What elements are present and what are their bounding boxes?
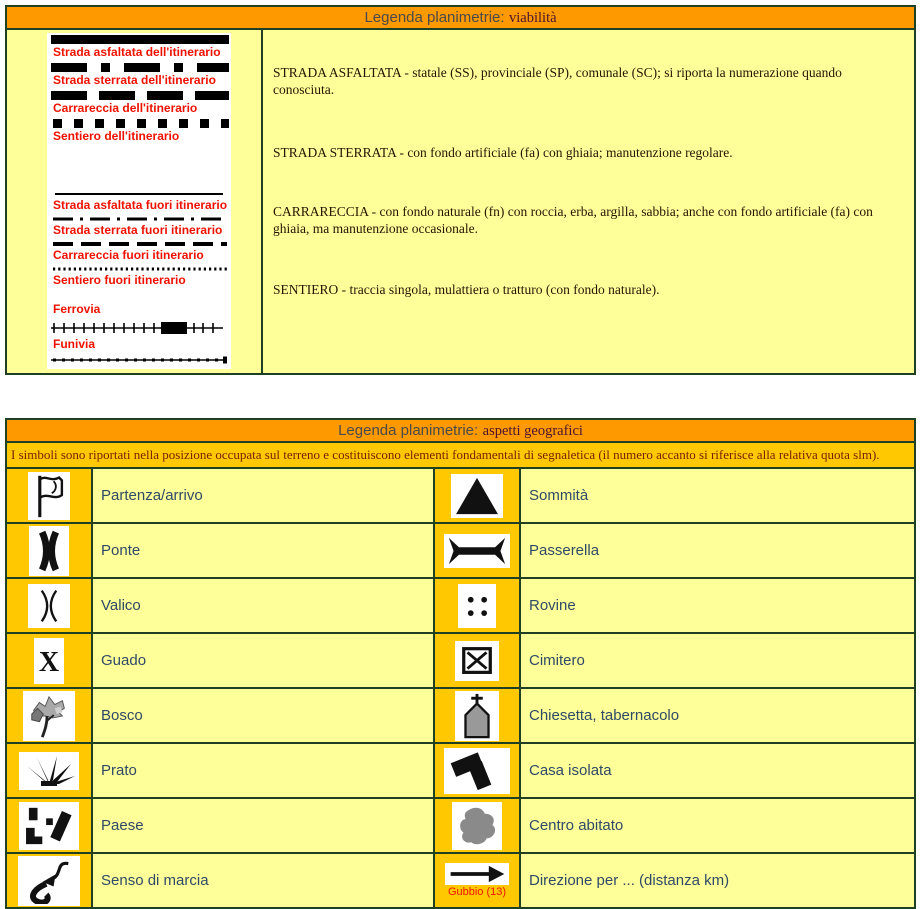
label-sommita: Sommità bbox=[519, 469, 914, 522]
cemetery-box-x-icon bbox=[455, 641, 499, 681]
symbol-cell-partenza bbox=[7, 469, 91, 522]
right-arrow-icon bbox=[445, 863, 509, 885]
table2-title-prefix: Legenda planimetrie: bbox=[338, 422, 479, 439]
sample-strada-sterrata-itinerario bbox=[51, 63, 229, 87]
table-row bbox=[7, 742, 914, 797]
table1-title-prefix: Legenda planimetrie: bbox=[364, 9, 505, 26]
svg-text:X: X bbox=[38, 646, 60, 678]
thick-dashdot-line-icon bbox=[51, 63, 229, 72]
thin-dash-line-icon bbox=[51, 241, 229, 247]
symbol-cell-paese bbox=[7, 799, 91, 852]
symbol-cell-casa-isolata bbox=[433, 744, 519, 797]
label-rovine: Rovine bbox=[519, 579, 914, 632]
thick-solid-line-icon bbox=[51, 35, 229, 44]
symbol-cell-centro-abitato bbox=[433, 799, 519, 852]
table-row bbox=[7, 797, 914, 852]
table1-header bbox=[7, 7, 914, 30]
sample-label: Strada asfaltata fuori itinerario bbox=[53, 198, 228, 212]
summit-triangle-icon bbox=[451, 474, 503, 518]
symbol-cell-direzione bbox=[433, 854, 519, 907]
label-partenza-arrivo: Partenza/arrivo bbox=[91, 469, 433, 522]
church-icon bbox=[455, 691, 499, 741]
sample-carrareccia-fuori bbox=[51, 241, 229, 262]
sample-strada-asfaltata-itinerario bbox=[51, 35, 229, 59]
railway-line-icon bbox=[51, 320, 229, 336]
cableway-line-icon bbox=[51, 355, 229, 365]
label-prato: Prato bbox=[91, 744, 433, 797]
thin-dashdot-line-icon bbox=[51, 216, 229, 222]
sample-label: Carrareccia dell'itinerario bbox=[53, 101, 198, 115]
sample-sentiero-fuori bbox=[51, 266, 229, 287]
legend-table-aspetti-geografici bbox=[5, 418, 916, 909]
line-samples-cell bbox=[7, 30, 263, 373]
label-direzione: Direzione per ... (distanza km) bbox=[519, 854, 914, 907]
description-strada-sterrata: STRADA STERRATA - con fondo artificiale (fa) con ghiaia; manutenzione regolare. bbox=[273, 145, 733, 160]
building-cluster-icon bbox=[19, 802, 79, 850]
bridge-icon bbox=[29, 526, 69, 576]
sample-ferrovia bbox=[51, 302, 229, 336]
legend-table-viabilita bbox=[5, 5, 916, 375]
thick-dash-line-icon bbox=[51, 91, 229, 100]
symbol-cell-sommita bbox=[433, 469, 519, 522]
sample-strada-sterrata-fuori bbox=[51, 216, 229, 237]
symbol-cell-ponte bbox=[7, 524, 91, 577]
sample-sentiero-itinerario bbox=[51, 119, 229, 143]
label-ponte: Ponte bbox=[91, 524, 433, 577]
symbol-cell-chiesetta bbox=[433, 689, 519, 742]
thin-dot-line-icon bbox=[51, 266, 229, 272]
label-passerella: Passerella bbox=[519, 524, 914, 577]
symbol-cell-guado bbox=[7, 634, 91, 687]
symbol-cell-bosco bbox=[7, 689, 91, 742]
curved-arrow-icon bbox=[18, 856, 80, 906]
line-samples-box bbox=[47, 33, 231, 369]
flag-icon bbox=[28, 472, 70, 520]
symbol-cell-senso-di-marcia bbox=[7, 854, 91, 907]
table-row bbox=[7, 577, 914, 632]
label-paese: Paese bbox=[91, 799, 433, 852]
footbridge-icon bbox=[444, 534, 510, 568]
label-guado: Guado bbox=[91, 634, 433, 687]
sample-label: Strada asfaltata dell'itinerario bbox=[53, 45, 221, 59]
table1-title-suffix: viabilità bbox=[509, 10, 557, 26]
spacer bbox=[51, 147, 229, 191]
table-row bbox=[7, 469, 914, 522]
sample-label: Sentiero fuori itinerario bbox=[53, 273, 186, 287]
direction-caption: Gubbio (13) bbox=[447, 886, 507, 898]
ford-x-icon bbox=[34, 638, 64, 684]
sample-funivia bbox=[51, 337, 229, 365]
ruins-dots-icon bbox=[458, 584, 496, 628]
table2-header bbox=[7, 420, 914, 443]
label-casa-isolata: Casa isolata bbox=[519, 744, 914, 797]
table1-body bbox=[7, 30, 914, 373]
sample-label: Ferrovia bbox=[53, 302, 101, 316]
sample-carrareccia-itinerario bbox=[51, 91, 229, 115]
tree-icon bbox=[23, 691, 75, 741]
gray-blob-icon bbox=[452, 802, 502, 850]
angled-building-icon bbox=[444, 748, 510, 794]
thin-solid-line-icon bbox=[51, 191, 229, 197]
symbol-cell-passerella bbox=[433, 524, 519, 577]
description-strada-asfaltata: STRADA ASFALTATA - statale (SS), provinciale (SP), comunale (SC); si riporta la numerazione quando conosciuta. bbox=[273, 65, 842, 97]
table-row bbox=[7, 852, 914, 907]
table2-note: I simboli sono riportati nella posizione occupata sul terreno e costituiscono elementi fondamentali di segnaletica (il numero accanto si riferisce alla relativa quota slm). bbox=[7, 443, 914, 469]
symbol-cell-cimitero bbox=[433, 634, 519, 687]
label-chiesetta: Chiesetta, tabernacolo bbox=[519, 689, 914, 742]
page bbox=[5, 5, 916, 909]
description-sentiero: SENTIERO - traccia singola, mulattiera o tratturo (con fondo naturale). bbox=[273, 282, 660, 297]
label-cimitero: Cimitero bbox=[519, 634, 914, 687]
sample-label: Carrareccia fuori itinerario bbox=[53, 248, 204, 262]
sample-label: Funivia bbox=[53, 337, 96, 351]
grass-tuft-icon bbox=[19, 752, 79, 790]
spacer bbox=[51, 291, 229, 301]
sample-label: Sentiero dell'itinerario bbox=[53, 129, 180, 143]
label-valico: Valico bbox=[91, 579, 433, 632]
table-row bbox=[7, 632, 914, 687]
label-senso-di-marcia: Senso di marcia bbox=[91, 854, 433, 907]
mountain-pass-icon bbox=[28, 584, 70, 628]
sample-label: Strada sterrata dell'itinerario bbox=[53, 73, 216, 87]
symbol-cell-rovine bbox=[433, 579, 519, 632]
table2-title-suffix: aspetti geografici bbox=[482, 423, 583, 439]
label-bosco: Bosco bbox=[91, 689, 433, 742]
sample-strada-asfaltata-fuori bbox=[51, 191, 229, 212]
description-carrareccia: CARRARECCIA - con fondo naturale (fn) con roccia, erba, argilla, sabbia; anche con fondo artificiale (fa) con ghiaia, ma manutenzione occasionale. bbox=[273, 204, 873, 236]
thick-dot-line-icon bbox=[51, 119, 229, 128]
label-centro-abitato: Centro abitato bbox=[519, 799, 914, 852]
table-row bbox=[7, 522, 914, 577]
symbol-cell-valico bbox=[7, 579, 91, 632]
symbol-cell-prato bbox=[7, 744, 91, 797]
sample-label: Strada sterrata fuori itinerario bbox=[53, 223, 223, 237]
table-row bbox=[7, 687, 914, 742]
road-descriptions-cell bbox=[263, 30, 914, 373]
